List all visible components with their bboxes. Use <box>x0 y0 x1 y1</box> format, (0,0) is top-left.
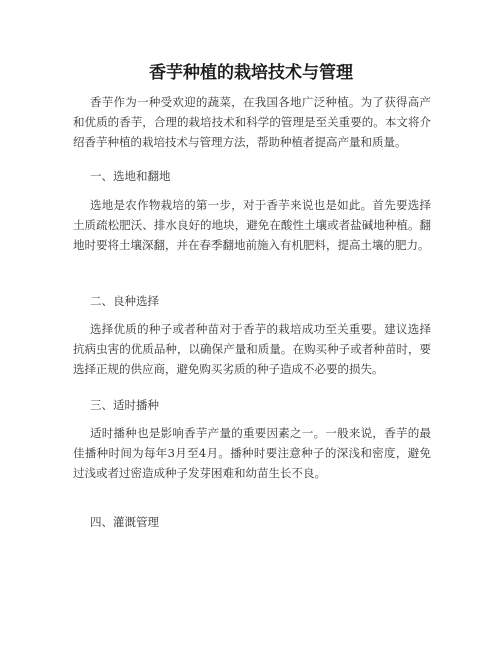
section-heading-3: 三、适时播种 <box>90 398 159 412</box>
section-body-1: 选地是农作物栽培的第一步，对于香芋来说也是如此。首先要选择土质疏松肥沃、排水良好的地块，避免在酸性土壤或者盐碱地种植。翻地时要将土壤深翻，并在春季翻地前施入有机肥料，提高土壤的肥力。 <box>73 198 431 252</box>
section-heading-1: 一、选地和翻地 <box>90 169 171 183</box>
section-body-2: 选择优质的种子或者种苗对于香芋的栽培成功至关重要。建议选择抗病虫害的优质品种，以确保产量和质量。在购买种子或者种苗时，要选择正规的供应商，避免购买劣质的种子造成不必要的损失。 <box>73 322 431 376</box>
intro-paragraph: 香芋作为一种受欢迎的蔬菜，在我国各地广泛种植。为了获得高产和优质的香芋，合理的栽培技术和科学的管理是至关重要的。本文将介绍香芋种植的栽培技术与管理方法，帮助种植者提高产量和质量。 <box>73 95 431 149</box>
section-heading-2: 二、良种选择 <box>90 294 159 308</box>
document-title: 香芋种植的栽培技术与管理 <box>149 63 353 83</box>
section-body-3: 适时播种也是影响香芋产量的重要因素之一。一般来说，香芋的最佳播种时间为每年3月至4月。播种时要注意种子的深浅和密度，避免过浅或者过密造成种子发芽困难和幼苗生长不良。 <box>73 426 431 480</box>
section-heading-4: 四、灌溉管理 <box>90 515 159 529</box>
